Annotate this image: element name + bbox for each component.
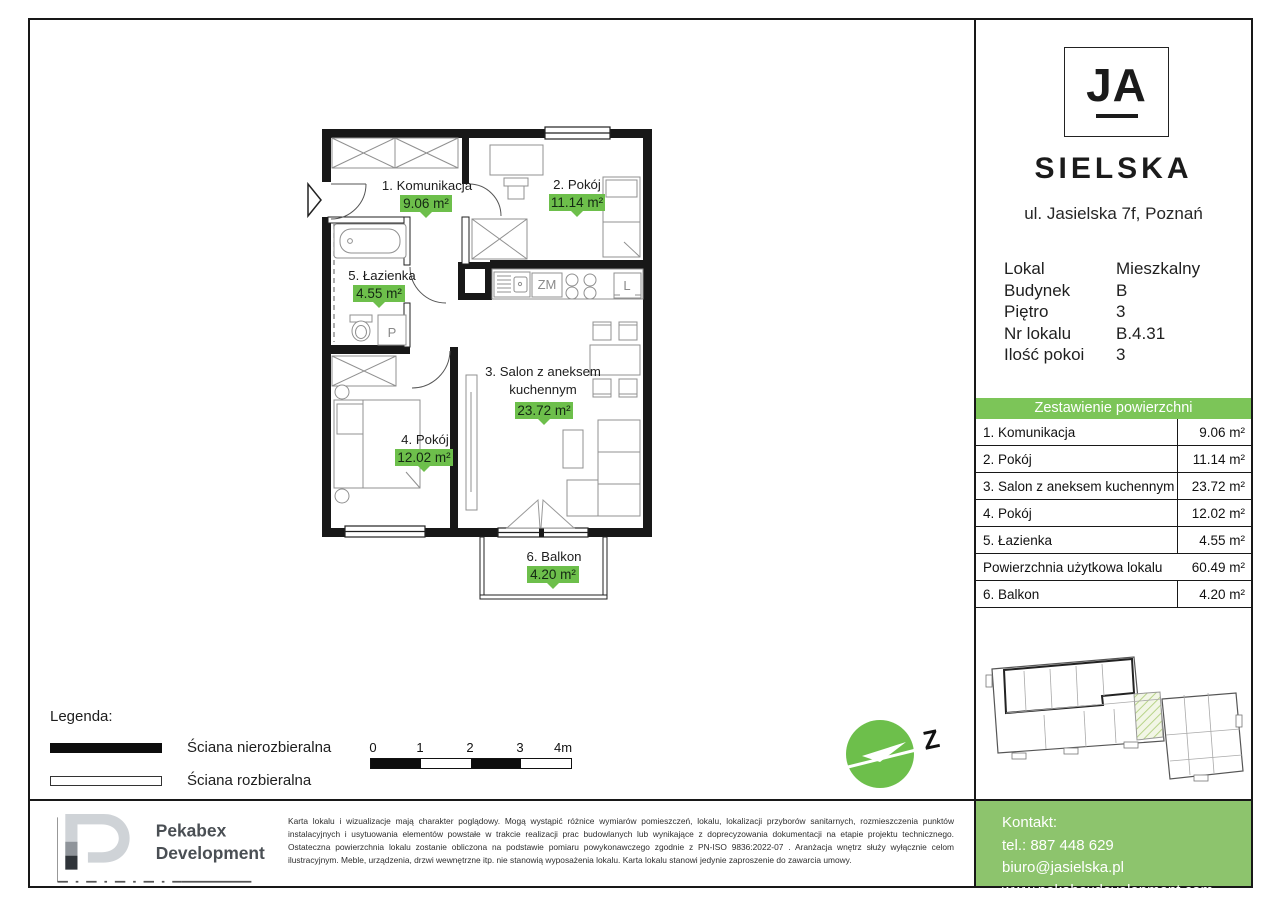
scale-tick: 4m <box>553 740 573 755</box>
brand-line2: Development <box>155 843 265 864</box>
legend-swatch-solid-wall <box>50 743 162 753</box>
svg-text:2. Pokój: 2. Pokój <box>553 177 601 192</box>
toilet <box>350 315 372 341</box>
brand-line1: Pekabex <box>155 820 227 841</box>
bed-room2 <box>603 177 640 257</box>
scale-tick: 1 <box>416 740 424 755</box>
room-label-komunikacja <box>382 178 473 218</box>
legend-title: Legenda: <box>50 708 113 725</box>
ja-logo-mark: JA <box>1086 59 1147 111</box>
legend-label: Ściana rozbieralna <box>187 772 312 789</box>
table-row: 4. Pokój 12.02 m² <box>976 500 1251 527</box>
ja-logo-box <box>1064 47 1169 137</box>
legend-label: Ściana nierozbieralna <box>187 739 332 756</box>
svg-text:4.55 m²: 4.55 m² <box>356 286 402 301</box>
room-label-salon <box>485 364 601 425</box>
spec-value: Mieszkalny <box>1116 259 1201 278</box>
floor-plan <box>306 122 660 614</box>
entrance-arrow <box>308 184 321 216</box>
dishwasher-label: ZM <box>537 277 557 292</box>
contact-website: www.pekabexdevelopment.com <box>1002 881 1213 899</box>
desk-room2 <box>490 145 543 199</box>
footer <box>30 801 974 886</box>
legend <box>50 708 331 805</box>
washer-label: P <box>387 325 397 340</box>
room-label-pokoj4 <box>395 432 453 472</box>
table-row: 2. Pokój 11.14 m² <box>976 446 1251 473</box>
spec-value: 3 <box>1116 345 1126 364</box>
table-row-total: Powierzchnia użytkowa lokalu 60.49 m² <box>976 554 1251 581</box>
spec-label: Ilość pokoi <box>1004 345 1085 364</box>
scale-tick: 3 <box>516 740 524 755</box>
pekabex-logo <box>38 807 270 887</box>
wardrobe-hall <box>332 138 458 168</box>
svg-text:6. Balkon: 6. Balkon <box>526 549 582 564</box>
svg-text:kuchennym: kuchennym <box>509 382 577 397</box>
scale-bar <box>370 740 572 774</box>
contact-title: Kontakt: <box>1002 814 1058 831</box>
property-address: ul. Jasielska 7f, Poznań <box>1024 204 1203 223</box>
svg-text:4. Pokój: 4. Pokój <box>401 432 449 447</box>
spec-value: B <box>1116 280 1128 300</box>
compass-letter: Z <box>920 723 943 756</box>
room-label-pokoj2 <box>549 177 605 217</box>
kitchen-sink <box>494 272 530 297</box>
legal-disclaimer: Karta lokalu i wizualizacje mają charakter poglądowy. Mogą wystąpić różnice wymiarów pomieszczeń, lokalu, lokalizacji przyborów sanitarnych, rozmieszczenia punktów instalacyjnych i usytuowania elementów powstałe w trakcie realizacji prac budowlanych lub wynikające z doprecyzowania dokumentacji na etapie projektu technicznego. Ostateczna powierzchnia lokalu zostanie obliczona na podstawie pomiaru powykonawczego zgodnie z PN-ISO 9836:2022-07 . Aranżacja wnętrz służy wyłącznie celom ilustracyjnym. Meble, urządzenia, drzwi wewnętrzne itp. nie stanowią wyposażenia lokalu. Karta lokalu stanowi jedynie zaproszenie do zawarcia umowy. <box>288 816 954 866</box>
scale-bar-strip <box>370 758 572 769</box>
info-column <box>974 20 1251 899</box>
contact-box <box>976 801 1251 899</box>
unit-specs <box>1004 258 1200 366</box>
card-frame <box>28 18 1253 899</box>
sofa <box>563 420 640 516</box>
ja-logo-underline <box>1096 114 1138 118</box>
room-label-balkon <box>527 549 582 589</box>
brand-name: SIELSKA <box>1034 152 1193 185</box>
bathtub <box>334 224 406 258</box>
svg-text:4.20 m²: 4.20 m² <box>530 567 576 582</box>
scale-tick: 2 <box>466 740 474 755</box>
spec-label: Nr lokalu <box>1004 323 1072 343</box>
contact-phone: tel.: 887 448 629 <box>1002 836 1114 854</box>
svg-text:3. Salon z aneksem: 3. Salon z aneksem <box>485 364 601 379</box>
svg-text:1. Komunikacja: 1. Komunikacja <box>381 178 473 193</box>
spec-label: Budynek <box>1004 280 1071 300</box>
contact-email: biuro@jasielska.pl <box>1002 859 1124 876</box>
wardrobe-room2 <box>472 219 527 259</box>
spec-value: 3 <box>1116 302 1126 321</box>
legend-swatch-hollow-wall <box>50 776 162 786</box>
scale-tick: 0 <box>369 740 377 755</box>
dining-table <box>590 322 640 397</box>
table-row: 5. Łazienka 4.55 m² <box>976 527 1251 554</box>
building-overview-map <box>984 635 1244 793</box>
floor-plan-area <box>30 20 974 799</box>
fridge-label: L <box>623 278 631 293</box>
spec-label: Piętro <box>1004 302 1049 321</box>
spec-label: Lokal <box>1004 259 1045 278</box>
kitchen-shaft-inner <box>465 269 485 293</box>
wardrobe-room4 <box>332 356 396 386</box>
area-table-header: Zestawienie powierzchni <box>976 398 1251 419</box>
table-row: 6. Balkon 4.20 m² <box>976 581 1251 608</box>
balcony-french-doors <box>507 500 574 528</box>
spec-value: B.4.31 <box>1116 323 1166 343</box>
svg-text:11.14 m²: 11.14 m² <box>550 195 604 210</box>
table-row: 1. Komunikacja 9.06 m² <box>976 419 1251 446</box>
svg-text:23.72 m²: 23.72 m² <box>517 403 571 418</box>
tv-stand <box>466 375 477 510</box>
table-row: 3. Salon z aneksem kuchennym 23.72 m² <box>976 473 1251 500</box>
svg-text:12.02 m²: 12.02 m² <box>397 450 451 465</box>
svg-text:9.06 m²: 9.06 m² <box>403 196 449 211</box>
balcony-door-mullion <box>539 528 544 537</box>
room-label-lazienka <box>348 268 416 308</box>
area-table <box>976 419 1251 608</box>
svg-text:5. Łazienka: 5. Łazienka <box>348 268 416 283</box>
north-compass <box>836 710 948 802</box>
